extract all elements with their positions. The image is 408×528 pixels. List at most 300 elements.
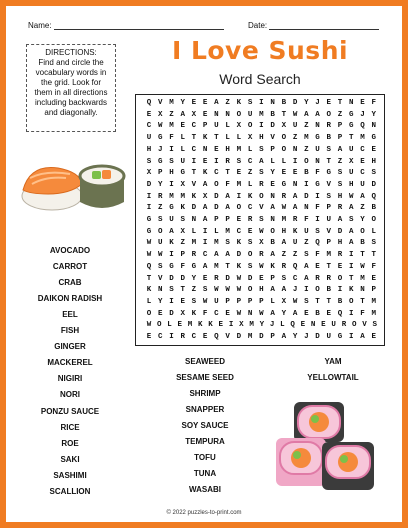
grid-letter[interactable]: E [236, 169, 242, 178]
grid-letter[interactable]: G [281, 180, 287, 189]
grid-letter[interactable]: Y [292, 333, 298, 341]
grid-letter[interactable]: D [146, 180, 152, 189]
grid-letter[interactable]: R [337, 204, 343, 213]
grid-letter[interactable]: A [270, 309, 275, 318]
grid-letter[interactable]: I [349, 309, 354, 318]
grid-letter[interactable]: V [191, 180, 197, 189]
grid-letter[interactable]: T [315, 297, 320, 306]
grid-letter[interactable]: E [326, 309, 332, 318]
grid-letter[interactable]: L [236, 134, 242, 143]
grid-letter[interactable]: U [292, 122, 298, 131]
grid-letter[interactable]: M [259, 110, 264, 119]
grid-letter[interactable]: R [341, 321, 347, 330]
grid-letter[interactable]: G [157, 157, 163, 166]
grid-letter[interactable]: W [202, 297, 208, 306]
grid-letter[interactable]: F [202, 309, 208, 318]
grid-letter[interactable]: S [146, 157, 152, 166]
grid-letter[interactable]: D [259, 333, 264, 341]
grid-letter[interactable]: E [191, 99, 197, 107]
grid-letter[interactable]: O [315, 286, 320, 295]
grid-letter[interactable]: H [349, 180, 354, 189]
grid-letter[interactable]: G [191, 262, 197, 271]
grid-letter[interactable]: O [281, 134, 287, 143]
grid-letter[interactable]: U [247, 110, 253, 119]
grid-letter[interactable]: D [371, 180, 376, 189]
grid-letter[interactable]: Y [157, 297, 163, 306]
grid-letter[interactable]: W [281, 204, 287, 213]
grid-letter[interactable]: A [360, 333, 365, 341]
grid-letter[interactable]: Z [180, 239, 185, 248]
grid-letter[interactable]: K [191, 309, 197, 318]
grid-letter[interactable]: X [180, 180, 185, 189]
grid-letter[interactable]: E [236, 216, 242, 224]
grid-letter[interactable]: C [191, 333, 197, 341]
grid-letter[interactable]: O [360, 227, 365, 236]
grid-letter[interactable]: U [315, 145, 320, 154]
grid-letter[interactable]: D [247, 274, 253, 283]
grid-letter[interactable]: W [236, 309, 242, 318]
grid-letter[interactable]: Q [292, 262, 298, 271]
grid-letter[interactable]: Q [146, 99, 152, 107]
grid-letter[interactable]: M [304, 134, 309, 143]
grid-letter[interactable]: T [281, 110, 287, 119]
grid-letter[interactable]: K [236, 239, 242, 248]
grid-letter[interactable]: U [214, 122, 219, 131]
grid-letter[interactable]: A [281, 239, 287, 248]
grid-letter[interactable]: S [372, 321, 377, 330]
grid-letter[interactable]: O [337, 274, 343, 283]
date-field[interactable] [248, 20, 379, 30]
grid-letter[interactable]: F [304, 216, 309, 224]
grid-letter[interactable]: H [281, 227, 287, 236]
grid-letter[interactable]: I [169, 251, 174, 260]
grid-letter[interactable]: K [180, 204, 185, 213]
grid-letter[interactable]: S [337, 169, 343, 178]
grid-letter[interactable]: I [259, 99, 264, 107]
grid-letter[interactable]: K [198, 321, 203, 330]
grid-letter[interactable]: L [225, 134, 230, 143]
grid-letter[interactable]: L [146, 297, 152, 306]
grid-letter[interactable]: K [236, 99, 242, 107]
grid-letter[interactable]: E [270, 180, 275, 189]
grid-letter[interactable]: A [292, 204, 298, 213]
grid-letter[interactable]: L [180, 134, 185, 143]
grid-letter[interactable]: B [304, 169, 309, 178]
grid-letter[interactable]: S [371, 169, 376, 178]
grid-letter[interactable]: X [281, 122, 287, 131]
grid-letter[interactable]: V [326, 180, 332, 189]
grid-letter[interactable]: C [247, 157, 253, 166]
grid-letter[interactable]: O [236, 110, 242, 119]
grid-letter[interactable]: M [281, 216, 287, 224]
grid-letter[interactable]: I [214, 157, 219, 166]
grid-letter[interactable]: L [280, 321, 285, 330]
grid-letter[interactable]: Z [191, 286, 197, 295]
grid-letter[interactable]: F [315, 169, 320, 178]
grid-letter[interactable]: A [270, 251, 275, 260]
grid-letter[interactable]: C [247, 204, 253, 213]
grid-letter[interactable]: H [169, 169, 174, 178]
grid-letter[interactable]: A [304, 110, 309, 119]
letter-grid[interactable] [135, 94, 385, 346]
grid-letter[interactable]: S [169, 286, 174, 295]
grid-letter[interactable]: D [214, 192, 219, 201]
grid-letter[interactable]: C [191, 145, 197, 154]
grid-letter[interactable]: F [225, 180, 230, 189]
grid-letter[interactable]: N [360, 286, 365, 295]
grid-letter[interactable]: S [236, 157, 242, 166]
grid-letter[interactable]: B [326, 286, 332, 295]
grid-letter[interactable]: A [225, 192, 230, 201]
grid-letter[interactable]: O [304, 157, 309, 166]
grid-letter[interactable]: A [270, 286, 275, 295]
grid-letter[interactable]: I [304, 180, 309, 189]
grid-letter[interactable]: J [157, 145, 163, 154]
grid-letter[interactable]: A [214, 99, 219, 107]
grid-letter[interactable]: C [214, 309, 219, 318]
grid-letter[interactable]: V [270, 134, 275, 143]
grid-letter[interactable]: E [202, 110, 208, 119]
grid-letter[interactable]: I [146, 192, 152, 201]
grid-letter[interactable]: I [191, 157, 197, 166]
grid-letter[interactable]: U [146, 134, 152, 143]
grid-letter[interactable]: Z [247, 169, 253, 178]
grid-letter[interactable]: H [337, 192, 343, 201]
grid-letter[interactable]: M [191, 239, 197, 248]
grid-letter[interactable]: O [371, 216, 376, 224]
grid-letter[interactable]: U [349, 145, 354, 154]
grid-letter[interactable]: K [247, 192, 253, 201]
grid-letter[interactable]: O [247, 251, 253, 260]
grid-letter[interactable]: E [371, 145, 376, 154]
grid-letter[interactable]: N [247, 309, 253, 318]
grid-letter[interactable]: R [247, 216, 253, 224]
grid-letter[interactable]: C [360, 145, 365, 154]
grid-letter[interactable]: E [321, 321, 326, 330]
grid-letter[interactable]: E [202, 333, 208, 341]
grid-letter[interactable]: X [281, 297, 287, 306]
grid-letter[interactable]: O [351, 321, 357, 330]
grid-letter[interactable]: E [247, 227, 253, 236]
grid-letter[interactable]: X [191, 110, 197, 119]
grid-letter[interactable]: X [157, 110, 163, 119]
grid-letter[interactable]: G [337, 333, 343, 341]
grid-letter[interactable]: U [326, 333, 332, 341]
grid-letter[interactable]: Q [315, 239, 320, 248]
grid-letter[interactable]: N [315, 157, 320, 166]
grid-letter[interactable]: I [228, 321, 234, 330]
grid-letter[interactable]: T [326, 262, 332, 271]
grid-letter[interactable]: I [169, 145, 174, 154]
grid-letter[interactable]: C [157, 333, 163, 341]
grid-letter[interactable]: N [310, 321, 316, 330]
grid-letter[interactable]: T [146, 274, 152, 283]
grid-letter[interactable]: G [157, 134, 163, 143]
grid-letter[interactable]: W [214, 286, 219, 295]
grid-letter[interactable]: Z [337, 157, 343, 166]
grid-letter[interactable]: N [304, 204, 309, 213]
grid-letter[interactable]: Y [371, 110, 376, 119]
grid-letter[interactable]: B [337, 297, 343, 306]
grid-letter[interactable]: K [349, 286, 354, 295]
grid-letter[interactable]: C [191, 122, 197, 131]
grid-letter[interactable]: S [304, 251, 309, 260]
grid-letter[interactable]: J [292, 286, 298, 295]
grid-letter[interactable]: W [225, 286, 230, 295]
grid-letter[interactable]: H [259, 286, 264, 295]
grid-letter[interactable]: Y [281, 309, 287, 318]
grid-letter[interactable]: N [225, 110, 230, 119]
name-field[interactable] [28, 20, 224, 30]
grid-letter[interactable]: G [371, 134, 376, 143]
grid-letter[interactable]: J [360, 110, 365, 119]
grid-letter[interactable]: Z [337, 110, 343, 119]
grid-letter[interactable]: L [214, 227, 219, 236]
grid-letter[interactable]: P [202, 122, 208, 131]
grid-letter[interactable]: P [270, 274, 275, 283]
grid-letter[interactable]: Z [157, 204, 163, 213]
grid-letter[interactable]: A [259, 157, 264, 166]
grid-letter[interactable]: N [371, 122, 376, 131]
grid-letter[interactable]: S [315, 227, 320, 236]
grid-letter[interactable]: U [349, 169, 354, 178]
grid-letter[interactable]: E [202, 99, 208, 107]
grid-letter[interactable]: K [208, 321, 213, 330]
grid-letter[interactable]: M [169, 122, 174, 131]
grid-letter[interactable]: D [304, 192, 309, 201]
grid-letter[interactable]: K [292, 227, 298, 236]
grid-letter[interactable]: I [236, 192, 242, 201]
grid-letter[interactable]: D [292, 99, 298, 107]
grid-letter[interactable]: Z [292, 251, 298, 260]
grid-letter[interactable]: W [360, 262, 365, 271]
grid-letter[interactable]: Q [337, 309, 343, 318]
grid-letter[interactable]: R [281, 192, 287, 201]
grid-letter[interactable]: G [349, 122, 354, 131]
grid-letter[interactable]: E [304, 309, 309, 318]
grid-letter[interactable]: T [214, 134, 219, 143]
grid-letter[interactable]: M [180, 192, 185, 201]
grid-letter[interactable]: S [326, 145, 332, 154]
grid-letter[interactable]: W [157, 251, 163, 260]
grid-letter[interactable]: O [156, 321, 162, 330]
grid-letter[interactable]: W [157, 122, 163, 131]
grid-letter[interactable]: D [236, 251, 242, 260]
grid-letter[interactable]: Z [304, 122, 309, 131]
grid-letter[interactable]: A [202, 204, 208, 213]
grid-letter[interactable]: R [326, 274, 332, 283]
grid-letter[interactable]: Y [304, 99, 309, 107]
grid-letter[interactable]: J [269, 321, 275, 330]
grid-letter[interactable]: L [371, 227, 376, 236]
grid-letter[interactable]: S [191, 297, 197, 306]
grid-letter[interactable]: R [191, 251, 197, 260]
grid-letter[interactable]: E [180, 297, 185, 306]
grid-letter[interactable]: N [202, 145, 208, 154]
grid-letter[interactable]: X [180, 227, 185, 236]
grid-letter[interactable]: A [349, 239, 354, 248]
grid-letter[interactable]: U [157, 239, 163, 248]
grid-letter[interactable]: U [292, 239, 298, 248]
grid-letter[interactable]: E [157, 309, 163, 318]
grid-letter[interactable]: D [315, 333, 320, 341]
grid-letter[interactable]: T [225, 262, 230, 271]
grid-letter[interactable]: M [187, 321, 193, 330]
grid-letter[interactable]: R [180, 333, 185, 341]
grid-letter[interactable]: P [337, 134, 343, 143]
grid-letter[interactable]: N [270, 216, 275, 224]
grid-letter[interactable]: S [337, 180, 343, 189]
grid-letter[interactable]: A [292, 192, 298, 201]
grid-letter[interactable]: H [371, 157, 376, 166]
grid-letter[interactable]: E [180, 122, 185, 131]
grid-letter[interactable]: H [259, 134, 264, 143]
grid-letter[interactable]: A [349, 227, 354, 236]
grid-letter[interactable]: B [315, 309, 320, 318]
grid-letter[interactable]: M [169, 192, 174, 201]
grid-letter[interactable]: B [270, 239, 275, 248]
grid-letter[interactable]: K [236, 262, 242, 271]
grid-letter[interactable]: Z [225, 99, 230, 107]
grid-letter[interactable]: U [169, 216, 174, 224]
grid-letter[interactable]: A [349, 204, 354, 213]
grid-letter[interactable]: K [191, 192, 197, 201]
grid-letter[interactable]: I [292, 157, 298, 166]
grid-letter[interactable]: W [292, 297, 298, 306]
grid-letter[interactable]: A [225, 251, 230, 260]
grid-letter[interactable]: L [225, 122, 230, 131]
grid-letter[interactable]: D [225, 274, 230, 283]
grid-letter[interactable]: B [371, 204, 376, 213]
grid-letter[interactable]: M [236, 145, 242, 154]
grid-letter[interactable]: S [157, 262, 163, 271]
grid-letter[interactable]: M [371, 297, 376, 306]
grid-letter[interactable]: Z [304, 239, 309, 248]
grid-letter[interactable]: U [214, 297, 219, 306]
grid-letter[interactable]: A [304, 274, 309, 283]
grid-letter[interactable]: Y [180, 99, 185, 107]
grid-letter[interactable]: C [292, 274, 298, 283]
grid-letter[interactable]: X [146, 169, 152, 178]
grid-letter[interactable]: W [146, 239, 152, 248]
grid-letter[interactable]: S [202, 286, 208, 295]
grid-letter[interactable]: E [225, 309, 230, 318]
grid-letter[interactable]: F [169, 134, 174, 143]
grid-letter[interactable]: E [214, 145, 219, 154]
grid-letter[interactable]: S [157, 216, 163, 224]
grid-letter[interactable]: N [214, 110, 219, 119]
grid-letter[interactable]: M [169, 99, 174, 107]
grid-letter[interactable]: N [157, 286, 163, 295]
grid-letter[interactable]: E [360, 99, 365, 107]
grid-letter[interactable]: G [169, 262, 174, 271]
grid-letter[interactable]: F [371, 99, 376, 107]
grid-letter[interactable]: S [247, 262, 253, 271]
grid-letter[interactable]: U [331, 321, 336, 330]
grid-letter[interactable]: C [202, 251, 208, 260]
grid-letter[interactable]: I [349, 251, 354, 260]
grid-letter[interactable]: F [315, 251, 320, 260]
grid-letter[interactable]: P [225, 216, 230, 224]
grid-letter[interactable]: G [315, 134, 320, 143]
grid-letter[interactable]: A [315, 110, 320, 119]
grid-letter[interactable]: I [315, 192, 320, 201]
grid-letter[interactable]: V [157, 274, 163, 283]
grid-letter[interactable]: G [326, 169, 332, 178]
grid-letter[interactable]: P [326, 204, 332, 213]
grid-letter[interactable]: V [157, 99, 163, 107]
grid-letter[interactable]: T [191, 169, 197, 178]
grid-letter[interactable]: I [202, 227, 208, 236]
grid-letter[interactable]: M [225, 227, 230, 236]
grid-letter[interactable]: A [214, 251, 219, 260]
grid-letter[interactable]: W [146, 321, 152, 330]
grid-letter[interactable]: S [371, 239, 376, 248]
grid-letter[interactable]: K [202, 169, 208, 178]
grid-letter[interactable]: E [259, 274, 264, 283]
grid-letter[interactable]: Z [292, 134, 298, 143]
grid-letter[interactable]: G [146, 216, 152, 224]
grid-letter[interactable]: V [326, 227, 332, 236]
grid-letter[interactable]: E [177, 321, 183, 330]
grid-letter[interactable]: T [349, 134, 354, 143]
grid-letter[interactable]: E [371, 274, 376, 283]
grid-letter[interactable]: B [326, 134, 332, 143]
grid-letter[interactable]: C [236, 227, 242, 236]
grid-letter[interactable]: P [225, 297, 230, 306]
grid-letter[interactable]: Y [360, 216, 365, 224]
grid-letter[interactable]: R [315, 274, 320, 283]
grid-letter[interactable]: A [202, 216, 208, 224]
grid-letter[interactable]: J [304, 333, 309, 341]
grid-letter[interactable]: O [281, 145, 287, 154]
grid-letter[interactable]: E [281, 169, 287, 178]
grid-letter[interactable]: R [157, 192, 163, 201]
grid-letter[interactable]: M [236, 180, 242, 189]
grid-letter[interactable]: I [304, 286, 309, 295]
grid-letter[interactable]: M [214, 239, 219, 248]
grid-letter[interactable]: X [259, 239, 264, 248]
grid-letter[interactable]: O [146, 309, 152, 318]
grid-letter[interactable]: Y [270, 169, 275, 178]
grid-letter[interactable]: X [202, 192, 208, 201]
grid-letter[interactable]: T [360, 251, 365, 260]
grid-letter[interactable]: B [281, 99, 287, 107]
grid-letter[interactable]: E [300, 321, 306, 330]
grid-letter[interactable]: A [292, 309, 298, 318]
grid-letter[interactable]: N [191, 216, 197, 224]
grid-letter[interactable]: K [146, 286, 152, 295]
grid-letter[interactable]: P [247, 297, 253, 306]
grid-letter[interactable]: M [249, 321, 254, 330]
grid-letter[interactable]: D [169, 309, 174, 318]
grid-letter[interactable]: W [259, 227, 264, 236]
grid-letter[interactable]: W [236, 286, 242, 295]
grid-letter[interactable]: W [349, 192, 354, 201]
grid-letter[interactable]: T [326, 297, 332, 306]
grid-letter[interactable]: T [225, 169, 230, 178]
grid-letter[interactable]: S [326, 192, 332, 201]
grid-letter[interactable]: A [281, 286, 287, 295]
grid-letter[interactable]: R [259, 180, 264, 189]
grid-letter[interactable]: R [281, 262, 287, 271]
grid-letter[interactable]: M [214, 262, 219, 271]
grid-letter[interactable]: S [304, 297, 309, 306]
grid-letter[interactable]: T [326, 157, 332, 166]
grid-letter[interactable]: M [326, 251, 332, 260]
grid-letter[interactable]: Q [214, 333, 219, 341]
grid-letter[interactable]: X [239, 321, 244, 330]
